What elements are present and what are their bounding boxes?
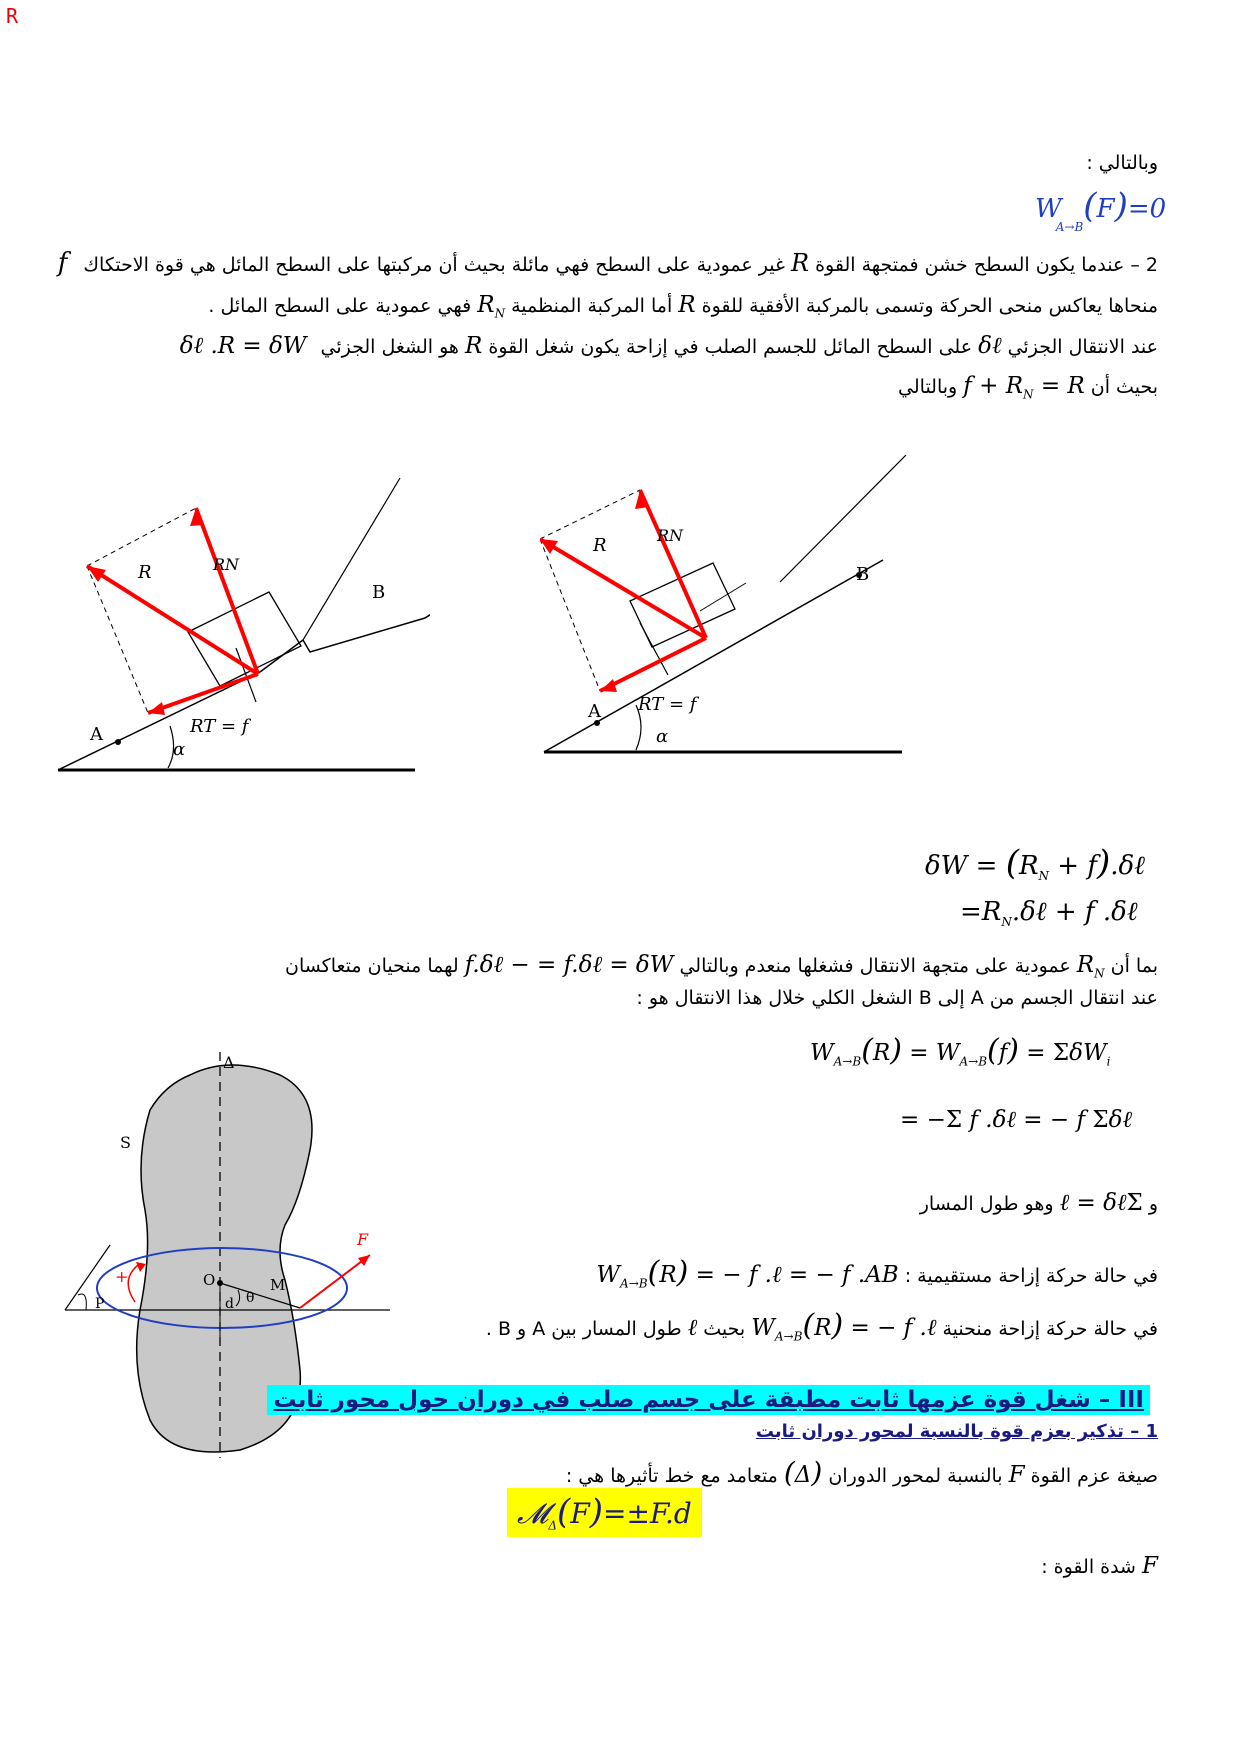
fig2-label-alpha: α [656, 726, 669, 747]
corner-mark: R [6, 4, 19, 28]
fig1-label-B: B [372, 582, 386, 603]
text-line-rn-perpendicular: بما أن $R_N$ عمودية على متجهة الانتقال فشغلها منعدم وبالتالي f.δℓ − = f.δℓ = δW لهما منحيان متعاكسان [284, 952, 1158, 981]
fig3-label-S: S [120, 1133, 131, 1152]
fig2-label-A: A [588, 701, 601, 722]
fig2-label-RN: RN [657, 526, 684, 545]
text-line-rough-surface: 2 – عندما يكون السطح خشن فمتجهة القوة R غير عمودية على السطح فهي مائلة بحيث أن مركبتها على السطح المائل هي قوة الاحتكاك f [57, 248, 1158, 278]
line2-end: غير عمودية على السطح فهي مائلة بحيث أن مركبتها على السطح المائل هي قوة الاحتكاك [83, 254, 785, 276]
fig1-label-alpha: α [173, 739, 186, 760]
text-line-partial-work: عند الانتقال الجزئي δℓ على السطح المائل للجسم الصلب في إزاحة يكون شغل القوة R هو الشغل الجزئي δℓ .R = δW [179, 333, 1158, 359]
fig1-label-A: A [90, 724, 103, 745]
fig2-label-R: R [593, 535, 607, 556]
fig3-label-d: d [225, 1296, 234, 1312]
equation-total-work: $W_{A\to B}(R) = W_{A\to B}(f) = \Sigma\delta W_i$ [810, 1033, 1111, 1069]
fig3-label-plus: + [115, 1267, 129, 1286]
equation-total-work-2: = −Σ f .δℓ = − f Σδℓ [900, 1107, 1133, 1133]
fig3-label-M: M [270, 1276, 286, 1294]
fig1-label-RN: RN [213, 555, 240, 574]
text-line-curved-translation: في حالة حركة إزاحة منحنية $W_{A\to B}(R)$ = − f .ℓ بحيث ℓ طول المسار بين A و B . [485, 1308, 1158, 1344]
line2-start: 2 – عندما يكون السطح خشن فمتجهة القوة [815, 254, 1158, 276]
fig3-label-F: F [357, 1230, 369, 1249]
fig3-label-delta: Δ [223, 1053, 235, 1072]
moment-formula-box: 𝓜$_\Delta$(F)=±F.d [507, 1488, 702, 1537]
text-line-path-length: و ℓ = δℓΣ وهو طول المسار [919, 1190, 1158, 1216]
text-line-therefore: وبالتالي : [1086, 152, 1158, 174]
equation-dW-sum: $\delta W = (R_N$ + f).δℓ [925, 843, 1145, 884]
text-line-tangential: منحاها يعاكس منحى الحركة وتسمى بالمركبة الأفقية للقوة R أما المركبة المنظمية $R_N$ فهي عمودية على السطح المائل . [208, 292, 1158, 321]
figure-curved-incline [50, 470, 430, 790]
text-line-moment-formula: صيغة عزم القوة F بالنسبة لمحور الدوران (Δ) متعامد مع خط تأثيرها هي : [565, 1456, 1158, 1489]
fig2-label-B: B [856, 564, 870, 585]
fig3-label-O: O [203, 1271, 216, 1289]
figure-straight-incline [540, 455, 920, 765]
text-line-straight-translation: في حالة حركة إزاحة مستقيمية : $W_{A\to B}(R)$ = − f .ℓ = − f .AB [596, 1255, 1158, 1291]
fig1-label-R: R [138, 562, 152, 583]
fig2-label-RT: RT = f [638, 694, 697, 715]
equation-dW-expanded: $=R_N.\delta\ell + f$ .δℓ [960, 897, 1138, 930]
fig1-label-RT: RT = f [190, 716, 249, 737]
text-line-force-magnitude: F شدة القوة : [1041, 1553, 1158, 1579]
fig3-label-theta: θ [246, 1290, 255, 1306]
equation-work-zero: $W_{A\to B}(F)=0$ [1035, 186, 1167, 234]
section-heading-III: III – شغل قوة عزمها ثابت مطبقة على جسم صلب في دوران حول محور ثابت [267, 1385, 1150, 1415]
fig3-label-P: P [95, 1296, 105, 1312]
section-heading-III-1: 1 – تذكير بعزم قوة بالنسبة لمحور دوران ثابت [755, 1421, 1158, 1442]
text-line-r-decomposition: بحيث أن $f + R_N = R$ وبالتالي [898, 373, 1158, 402]
text-line-total-work: عند انتقال الجسم من A إلى B الشغل الكلي خلال هذا الانتقال هو : [636, 987, 1158, 1009]
